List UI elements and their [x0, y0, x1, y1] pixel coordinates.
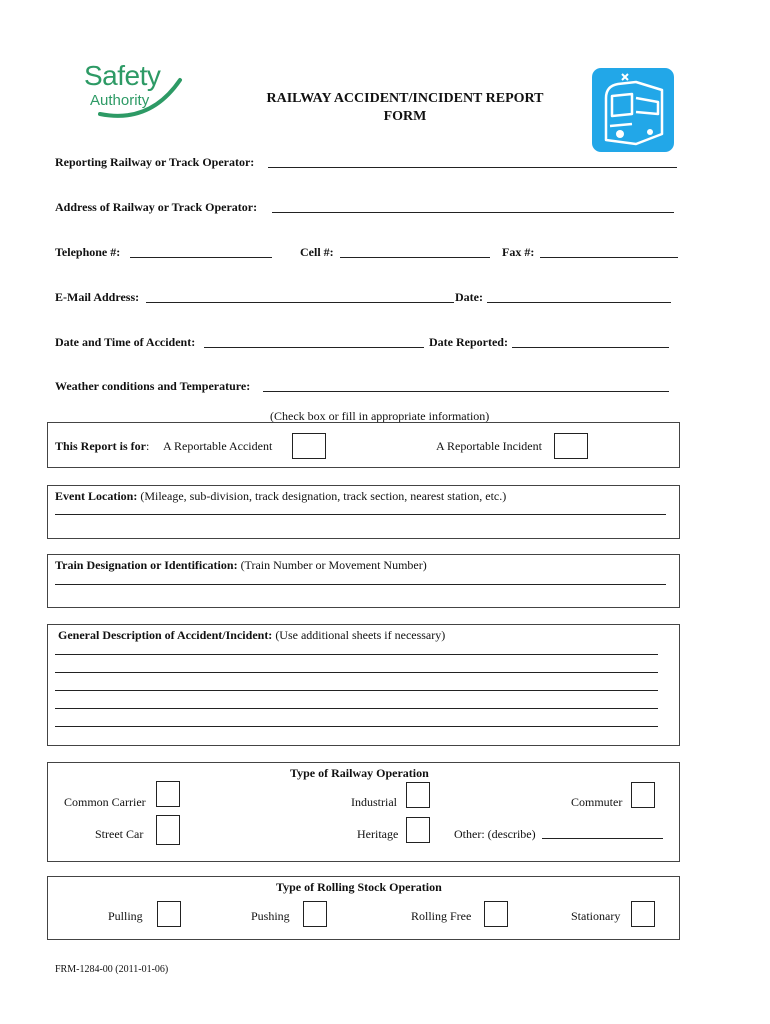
general-description-hint: (Use additional sheets if necessary): [272, 628, 446, 642]
fax-label: Fax #:: [502, 245, 535, 259]
general-description-line[interactable]: [55, 690, 658, 691]
street-car-checkbox[interactable]: [156, 815, 180, 845]
general-description-line[interactable]: [55, 726, 658, 727]
other-label: Other: (describe): [454, 827, 536, 841]
email-field[interactable]: [146, 302, 454, 303]
pushing-checkbox[interactable]: [303, 901, 327, 927]
general-description-line[interactable]: [55, 672, 658, 673]
train-designation-hint: (Train Number or Movement Number): [237, 558, 427, 572]
weather-field[interactable]: [263, 391, 669, 392]
telephone-field[interactable]: [130, 257, 272, 258]
instruction-text: (Check box or fill in appropriate information): [270, 409, 490, 423]
cell-label: Cell #:: [300, 245, 334, 259]
other-describe-field[interactable]: [542, 838, 663, 839]
rolling-free-checkbox[interactable]: [484, 901, 508, 927]
train-designation-heading: [55, 558, 427, 573]
form-code: FRM-1284-00 (2011-01-06): [55, 964, 169, 975]
general-description-label: General Description of Accident/Incident:: [58, 628, 273, 642]
general-description-heading: [58, 628, 445, 643]
event-location-label: Event Location:: [55, 489, 138, 503]
general-description-line[interactable]: [55, 708, 658, 709]
reportable-accident-checkbox[interactable]: [292, 433, 326, 459]
event-location-field[interactable]: [55, 514, 666, 515]
cell-field[interactable]: [340, 257, 490, 258]
date-reported-label: Date Reported:: [429, 335, 508, 349]
reportable-accident-label: A Reportable Accident: [163, 439, 273, 453]
rolling-stock-heading: Type of Rolling Stock Operation: [276, 880, 442, 894]
train-designation-field[interactable]: [55, 584, 666, 585]
report-for-label: This Report is for: [55, 439, 146, 453]
event-location-hint: (Mileage, sub-division, track designation, track section, nearest station, etc.): [137, 489, 507, 503]
pulling-checkbox[interactable]: [157, 901, 181, 927]
telephone-label: Telephone #:: [55, 245, 121, 259]
reportable-incident-label: A Reportable Incident: [436, 439, 542, 453]
report-for-colon: :: [146, 439, 150, 453]
industrial-label: Industrial: [351, 795, 397, 809]
form-title-line1: RAILWAY ACCIDENT/INCIDENT REPORT: [266, 91, 544, 106]
form-title: [230, 90, 580, 126]
heritage-checkbox[interactable]: [406, 817, 430, 843]
event-location-heading: [55, 489, 506, 504]
commuter-checkbox[interactable]: [631, 782, 655, 808]
reporting-railway-field[interactable]: [268, 167, 677, 168]
common-carrier-label: Common Carrier: [64, 795, 146, 809]
train-designation-label: Train Designation or Identification:: [55, 558, 238, 572]
industrial-checkbox[interactable]: [406, 782, 430, 808]
railway-operation-heading: Type of Railway Operation: [290, 766, 429, 780]
reportable-incident-checkbox[interactable]: [554, 433, 588, 459]
form-title-line2: FORM: [383, 109, 427, 124]
pushing-label: Pushing: [251, 909, 290, 923]
email-label: E-Mail Address:: [55, 290, 140, 304]
date-time-accident-field[interactable]: [204, 347, 424, 348]
train-icon: [592, 68, 674, 152]
date-time-accident-label: Date and Time of Accident:: [55, 335, 196, 349]
date-label: Date:: [455, 290, 483, 304]
pulling-label: Pulling: [108, 909, 143, 923]
weather-label: Weather conditions and Temperature:: [55, 379, 251, 393]
commuter-label: Commuter: [571, 795, 623, 809]
heritage-label: Heritage: [357, 827, 399, 841]
reporting-railway-label: Reporting Railway or Track Operator:: [55, 155, 255, 169]
stationary-label: Stationary: [571, 909, 621, 923]
report-for-label-wrap: [55, 439, 149, 454]
date-reported-field[interactable]: [512, 347, 669, 348]
rolling-free-label: Rolling Free: [411, 909, 472, 923]
general-description-line[interactable]: [55, 654, 658, 655]
street-car-label: Street Car: [95, 827, 144, 841]
stationary-checkbox[interactable]: [631, 901, 655, 927]
address-label: Address of Railway or Track Operator:: [55, 200, 258, 214]
logo-line1: Safety: [84, 60, 161, 91]
address-field[interactable]: [272, 212, 674, 213]
date-field[interactable]: [487, 302, 671, 303]
logo-line2: Authority: [90, 92, 150, 109]
common-carrier-checkbox[interactable]: [156, 781, 180, 807]
logo-swoosh-icon: [80, 58, 190, 124]
fax-field[interactable]: [540, 257, 678, 258]
safety-authority-logo: [80, 58, 190, 124]
